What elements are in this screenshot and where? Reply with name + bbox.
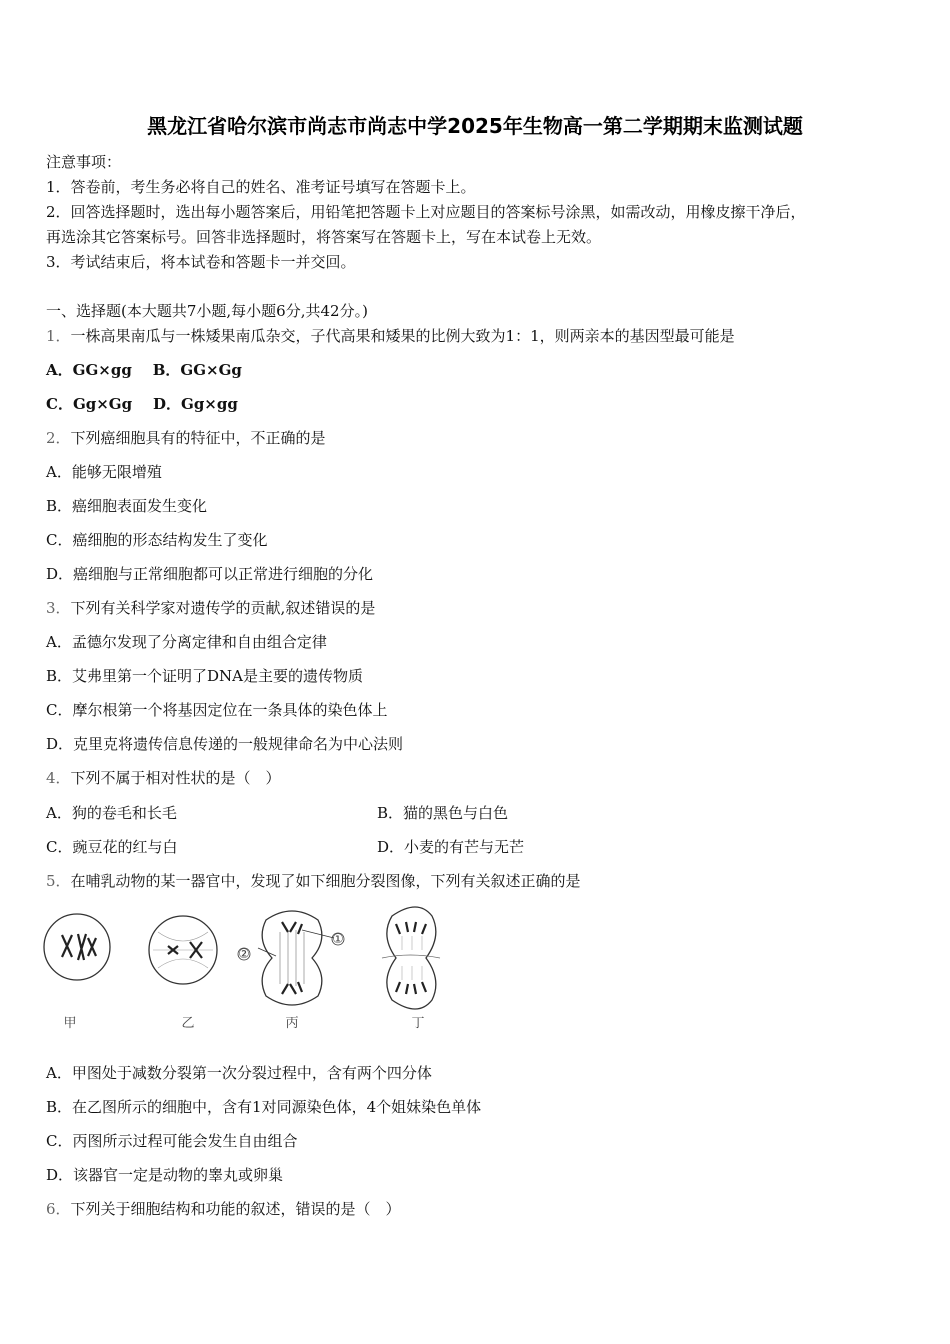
- option-c[interactable]: C．豌豆花的红与白: [46, 838, 178, 856]
- figure-label-bing: 丙: [285, 1016, 299, 1031]
- option-c[interactable]: C．Gg×Gg: [46, 395, 133, 413]
- question-3: [46, 598, 375, 618]
- chromosomes-bing: [282, 922, 302, 994]
- question-number: 1．: [46, 327, 71, 345]
- chromosomes-jia: [62, 934, 96, 960]
- section-heading: 一、选择题(本大题共7小题,每小题6分,共42分。): [46, 302, 368, 320]
- question-stem: 下列癌细胞具有的特征中，不正确的是: [70, 429, 326, 447]
- option-c[interactable]: C．丙图所示过程可能会发生自由组合: [46, 1132, 298, 1150]
- cell-ding: [387, 907, 436, 1009]
- notice-item-2: 2．回答选择题时，选出每小题答案后，用铅笔把答题卡上对应题目的答案标号涂黑，如需改动，用橡皮擦干净后，: [46, 203, 806, 221]
- marker-2: ②: [238, 947, 250, 962]
- option-a[interactable]: A．能够无限增殖: [46, 463, 162, 481]
- option-d[interactable]: D．Gg×gg: [153, 395, 238, 413]
- option-d[interactable]: D．小麦的有芒与无芒: [377, 838, 525, 856]
- question-2: [46, 428, 326, 448]
- option-b[interactable]: B．艾弗里第一个证明了DNA是主要的遗传物质: [46, 667, 364, 685]
- question-1: [46, 326, 735, 346]
- option-c[interactable]: C．摩尔根第一个将基因定位在一条具体的染色体上: [46, 701, 388, 719]
- question-number: 5．: [46, 872, 71, 890]
- cell-bing: [262, 911, 322, 1005]
- question-number: 2．: [46, 429, 71, 447]
- option-c[interactable]: C．癌细胞的形态结构发生了变化: [46, 531, 268, 549]
- question-stem: 下列不属于相对性状的是（ ）: [70, 769, 281, 787]
- figure-label-jia: 甲: [63, 1016, 77, 1031]
- question-6: [46, 1199, 401, 1219]
- option-b[interactable]: B．GG×Gg: [152, 361, 242, 379]
- option-b[interactable]: B．在乙图所示的细胞中，含有1对同源染色体，4个姐妹染色单体: [46, 1098, 482, 1116]
- spindle-yi: [153, 932, 213, 968]
- option-a[interactable]: A．甲图处于减数分裂第一次分裂过程中，含有两个四分体: [46, 1064, 432, 1082]
- notice-item-2-cont: 再选涂其它答案标号。回答非选择题时，将答案写在答题卡上，写在本试卷上无效。: [46, 228, 602, 246]
- question-stem: 下列有关科学家对遗传学的贡献,叙述错误的是: [70, 599, 376, 617]
- cell-division-figure: [40, 902, 460, 1042]
- notice-heading: 注意事项：: [46, 153, 122, 171]
- option-a[interactable]: A．GG×gg: [46, 361, 132, 379]
- notice-item-1: 1．答卷前，考生务必将自己的姓名、准考证号填写在答题卡上。: [46, 178, 476, 196]
- question-number: 3．: [46, 599, 71, 617]
- option-b[interactable]: B．癌细胞表面发生变化: [46, 497, 208, 515]
- option-d[interactable]: D．克里克将遗传信息传递的一般规律命名为中心法则: [46, 735, 404, 753]
- option-d[interactable]: D．癌细胞与正常细胞都可以正常进行细胞的分化: [46, 565, 374, 583]
- question-number: 6．: [46, 1200, 71, 1218]
- page-title: 黑龙江省哈尔滨市尚志市尚志中学2025年生物高一第二学期期末监测试题: [147, 114, 803, 138]
- question-number: 4．: [46, 769, 71, 787]
- question-stem: 在哺乳动物的某一器官中，发现了如下细胞分裂图像，下列有关叙述正确的是: [70, 872, 581, 890]
- option-b[interactable]: B．猫的黑色与白色: [377, 804, 509, 822]
- question-5: [46, 871, 581, 891]
- figure-label-yi: 乙: [181, 1016, 195, 1031]
- question-stem: 下列关于细胞结构和功能的叙述，错误的是（ ）: [70, 1200, 401, 1218]
- spindle-bing: [280, 930, 304, 986]
- question-4: [46, 768, 281, 788]
- notice-item-3: 3．考试结束后，将本试卷和答题卡一并交回。: [46, 253, 356, 271]
- marker-1: ①: [332, 932, 344, 947]
- option-a[interactable]: A．狗的卷毛和长毛: [46, 804, 177, 822]
- question-stem: 一株高果南瓜与一株矮果南瓜杂交，子代高果和矮果的比例大致为1：1，则两亲本的基因型最可能是: [70, 327, 735, 345]
- option-a[interactable]: A．孟德尔发现了分离定律和自由组合定律: [46, 633, 327, 651]
- cell-jia: [44, 914, 110, 980]
- question-1-option-row-2: [46, 394, 238, 414]
- question-1-option-row-1: [46, 360, 242, 380]
- option-d[interactable]: D．该器官一定是动物的睾丸或卵巢: [46, 1166, 284, 1184]
- chromosomes-ding: [396, 922, 426, 994]
- figure-label-ding: 丁: [411, 1016, 425, 1031]
